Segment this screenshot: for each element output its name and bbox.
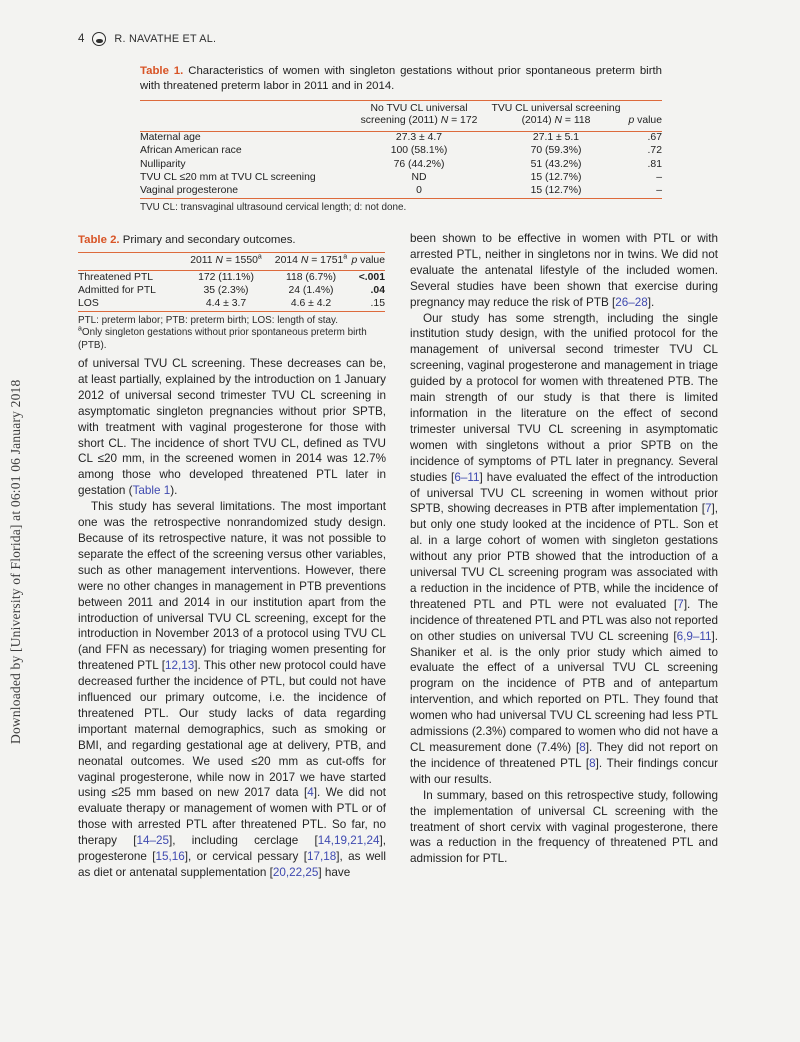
table-1-header-pvalue (626, 100, 662, 131)
table-cell: 0 (416, 185, 422, 197)
text-segment: ]. Shaniker et al. is the only prior study which aimed to evaluate the effect of a universal TVU CL screening program on the incidence of PTB and of antepartum intervention, and which reported on PTL. They found that women who had universal TVU CL screening had less PTL admissions (2.3%) compared to women who did not have a CL measurement done (7.4%) [ (410, 629, 718, 754)
paragraph (78, 499, 386, 881)
text-segment: = 1550 (222, 254, 258, 266)
paragraph (78, 356, 386, 499)
citation-link[interactable]: 15,16 (155, 850, 185, 864)
table-row (78, 298, 385, 312)
table-cell: 76 (44.2%) (393, 158, 445, 170)
table-cell: ND (411, 171, 427, 183)
citation-link[interactable]: 26–28 (615, 295, 648, 309)
text-segment: ] have evaluated the effect of the introduction of universal TVU CL screening in women without prior SPTB, showing decreases in PTB after implementation [ (410, 470, 718, 516)
table-cell: 70 (59.3%) (530, 145, 582, 157)
citation-link[interactable]: 14,19,21,24 (317, 834, 380, 848)
table-cell: 27.3 ± 4.7 (395, 132, 443, 144)
table-1-footnote: TVU CL: transvaginal ultrasound cervical length; d: not done. (140, 201, 407, 213)
citation-link[interactable]: 8 (589, 756, 596, 770)
text-segment: ], progesterone [ (78, 834, 386, 864)
table-cell: 118 (6.7%) (285, 271, 337, 283)
citation-link[interactable]: 6,9–11 (676, 629, 712, 643)
body-column-right (410, 231, 718, 867)
table-2-footnote-2 (78, 327, 385, 352)
text-segment: been shown to be effective in women with PTL or with arrested PTL, neither in singletons nor in twins. We did not evaluate the antenatal lifestyle of the included women. Several studies have been shown that exercise during pregnancy may reduce the risk of PTB [ (410, 232, 718, 309)
citation-link[interactable]: 14–25 (136, 834, 169, 848)
table-2-block (78, 233, 385, 352)
citation-link[interactable]: 6–11 (454, 470, 480, 484)
citation-link[interactable]: 8 (579, 741, 586, 754)
table-1-label: Table 1. (140, 65, 184, 77)
table-2-header-2011 (180, 252, 272, 271)
table-2-header-2014 (272, 252, 350, 271)
table-cell: Maternal age (140, 132, 201, 144)
table-1-header-2014 (486, 100, 626, 131)
table-2-caption-text: Primary and secondary outcomes. (122, 234, 296, 246)
table-1-block (140, 64, 662, 214)
text-segment: ] have (318, 866, 351, 879)
text-segment: ]. They did not report on the incidence of threatened PTL [ (410, 741, 718, 770)
table-cell: TVU CL ≤20 mm at TVU CL screening (140, 171, 316, 183)
paragraph (410, 788, 718, 868)
table-cell: 51 (43.2%) (530, 158, 582, 170)
table-cell: 172 (11.1%) (198, 271, 254, 283)
table-row (140, 131, 662, 145)
body-column-left (78, 356, 386, 881)
table-2-footnote-1: PTL: preterm labor; PTB: preterm birth; LOS: length of stay. (78, 315, 338, 326)
table-cell: <.001 (358, 271, 385, 283)
text-segment: ]. We did not evaluate therapy or management of women with PTL or of those with arrested PTL after threatened PTL. So far, no therapy [ (78, 786, 386, 848)
text-segment: a (257, 253, 262, 261)
text-segment: 2011 (190, 254, 216, 266)
page-number: 4 (78, 33, 85, 45)
table-cell: 35 (2.3%) (203, 285, 249, 297)
text-segment: N (300, 254, 309, 266)
text-segment: ]. This other new protocol could have decreased further the incidence of PTL, but could not have influenced our primary outcome, i.e. the incidence of threatened PTL. Our study lacks of data regarding important maternal demographics, such as smoking or BMI, and regarding gestational age at delivery, PTB, and neonatal outcomes. We used ≤20 mm as cut-offs for vaginal progesterone, while now in 2017 we have started using ≤25 mm based on new 2017 data [ (78, 659, 386, 800)
table-cell: .67 (647, 132, 662, 144)
table-row (140, 185, 662, 199)
table-cell: 4.6 ± 4.2 (290, 298, 332, 310)
text-segment: Only singleton gestations without prior spontaneous preterm birth (PTB). (78, 327, 367, 351)
table-row (140, 171, 662, 184)
table-2-header-empty (78, 252, 180, 271)
text-segment: ], or cervical pessary [ (184, 850, 307, 864)
table-cell: 100 (58.1%) (390, 145, 448, 157)
table-cell: Vaginal progesterone (140, 185, 239, 197)
text-segment: In summary, based on this retrospective study, following the implementation of universal CL screening with the treatment of short cervix with vaginal progesterone, there was a reduction in the frequency of threatened PTL and admission for PTL. (410, 788, 718, 866)
table-2-label: Table 2. (78, 234, 120, 246)
text-segment: ], but only one study looked at the incidence of PTL. Son et al. in a large cohort of women with singleton gestations without any prior PTB showed that the introduction of a universal TVU CL screening program was associated with a reduction in the incidence of PTB, while the incidence of threatened PTL and PTL were not evaluated [ (410, 502, 718, 611)
table-1-header-row (140, 100, 662, 131)
table-1-caption-text: Characteristics of women with singleton gestations without prior spontaneous preterm birth with threatened preterm labor in 2011 and in 2014. (140, 65, 663, 92)
table-cell: 15 (12.7%) (530, 185, 582, 197)
table-cell: 24 (1.4%) (288, 285, 334, 297)
table-cell: African American race (140, 145, 242, 157)
table-row (140, 158, 662, 171)
publisher-logo-glyph (96, 39, 103, 43)
table-cell: LOS (78, 298, 99, 310)
publisher-logo-icon (92, 32, 106, 46)
text-segment: TVU CL universal screening (2014) (491, 102, 621, 127)
running-head: R. NAVATHE ET AL. (114, 33, 217, 45)
table-cell: – (656, 171, 662, 183)
table-row (78, 271, 385, 285)
table-row (78, 285, 385, 298)
text-segment: value (634, 115, 662, 127)
text-segment: p (351, 254, 358, 266)
citation-link[interactable]: Table 1 (132, 484, 171, 498)
table-1 (140, 100, 662, 199)
running-header (78, 32, 216, 46)
text-segment: of universal TVU CL screening. These decreases can be, at least partially, explained by the introduction on 1 January 2012 of universal second trimester TVU CL screening in asymptomatic singleton pregnancies without prior SPTB, with treatment with vaginal progesterone for those with short CL. The incidence of short TVU CL, defined as TVU CL ≤20 mm, in the screened women in 2014 was 12.7% among those who developed threatened PTL later in gestation ( (78, 357, 386, 498)
table-2-header-pvalue (350, 252, 385, 271)
text-segment: N (215, 254, 223, 266)
text-segment: Our study has some strength, including the single institution study design, with the unified protocol for the management of universal second trimester TVU CL screening, vaginal progesterone and management in triage guided by a protocol for women with threatened PTB. The main strength of our study is that there is limited information in the literature on the effect of second trimester universal TVU CL screening in asymptomatic women with singletons without a prior SPTB on the incidence of symptoms of PTL later in pregnancy. Several studies [ (410, 311, 718, 484)
table-cell: – (656, 185, 662, 197)
citation-link[interactable]: 12,13 (164, 659, 195, 673)
text-segment: ]. Their findings concur with our results. (410, 756, 718, 786)
text-segment: ], including cerclage [ (168, 834, 318, 848)
table-cell: 4.4 ± 3.7 (205, 298, 247, 310)
table-row (140, 145, 662, 158)
text-segment: = 172 (448, 115, 478, 127)
download-watermark: Downloaded by [University of Florida] at 06:01 06 January 2018 (8, 379, 23, 744)
table-cell: 27.1 ± 5.1 (532, 132, 580, 144)
text-segment: No TVU CL universal screening (2011) (360, 102, 468, 127)
citation-link[interactable]: 20,22,25 (272, 866, 319, 879)
table-cell: .81 (647, 158, 662, 170)
text-segment: 2014 (274, 254, 301, 266)
citation-link[interactable]: 4 (307, 786, 314, 800)
table-1-header-empty (140, 100, 352, 131)
text-segment: ]. (647, 295, 655, 309)
text-segment: N (440, 115, 449, 127)
text-segment: value (357, 254, 385, 266)
text-segment: This study has several limitations. The most important one was the retrospective nonrandomized study design. Because of its retrospective nature, it was not possible to separate the effect of the screening versus other variables, such as other management interventions. However, there were no other changes in management in PTB preventions between 2011 and 2014 in our institution apart from the introduction of universal TVU CL screening, except for the introduction in November 2013 of a protocol using TVU CL (and FFN as necessary) for triaging women presenting for threatened PTL [ (78, 500, 386, 673)
table-2-caption (78, 233, 385, 248)
paragraph (410, 311, 718, 788)
table-cell: .15 (370, 298, 385, 310)
table-2-header-row (78, 252, 385, 271)
table-cell: .04 (370, 285, 385, 297)
table-cell: Admitted for PTL (78, 285, 156, 297)
table-cell: Threatened PTL (78, 271, 154, 283)
text-segment: p (628, 115, 635, 127)
citation-link[interactable]: 7 (677, 597, 684, 611)
text-segment: ], as well as diet or antenatal supplementation [ (78, 850, 386, 879)
table-2 (78, 252, 385, 312)
citation-link[interactable]: 7 (704, 502, 712, 516)
text-segment: a (343, 253, 348, 261)
citation-link[interactable]: 17,18 (307, 850, 337, 864)
table-cell: 15 (12.7%) (530, 171, 582, 183)
text-segment: ]. The incidence of threatened PTL and PTL was also not reported on other studies on universal TVU CL screening [ (410, 597, 719, 643)
table-1-header-2011 (352, 100, 486, 131)
text-segment: ). (170, 484, 178, 498)
paragraph (410, 231, 718, 311)
table-cell: .72 (647, 145, 662, 157)
text-segment: a (78, 326, 82, 333)
table-cell: Nulliparity (140, 158, 186, 170)
table-1-caption (140, 64, 662, 94)
text-segment: = 118 (562, 115, 591, 127)
text-segment: = 1751 (308, 254, 344, 266)
text-segment: N (554, 115, 563, 127)
